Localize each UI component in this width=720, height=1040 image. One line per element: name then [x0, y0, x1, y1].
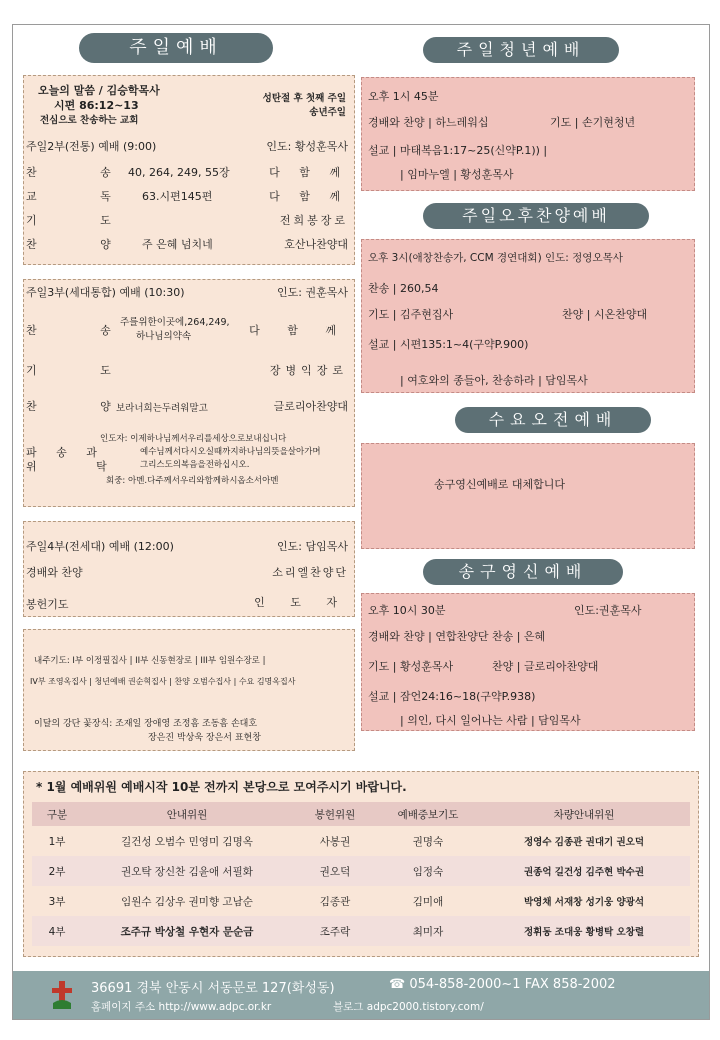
youth-time: 오후 1시 45분: [368, 90, 439, 103]
table-cell: 최미자: [378, 916, 478, 946]
church-cross-icon: [49, 979, 75, 1014]
table-cell: 2부: [32, 856, 82, 886]
order-value: 63.시편145편: [142, 190, 213, 203]
dispatch-response: 회중: 아멘.다주께서우리와함께하시옵소서아멘: [106, 476, 279, 486]
youth-praise: 경배와 찬양 | 하느레워십: [368, 116, 489, 129]
dispatch-label: 위 탁: [26, 460, 135, 473]
youth-sermon: 설교 | 마태복음1:17~25(신약P.1)) |: [368, 144, 548, 157]
column-header: 안내위원: [82, 802, 292, 826]
order-person: 글로리아찬양대: [273, 400, 348, 413]
order-person: 소리엘찬양단: [272, 566, 348, 579]
dispatch-leader-line: 인도자: 이제하나님께서우리를세상으로보내십니다: [100, 434, 287, 444]
order-value: 보라너희는두려워말고: [116, 403, 208, 414]
table-cell: 김종관: [319, 895, 351, 908]
order-label: 기 도: [26, 364, 141, 377]
table-cell: 4부: [32, 916, 82, 946]
afternoon-service-box: [361, 239, 695, 393]
ushers-box: [23, 771, 699, 957]
newyear-anthem: 찬양 | 글로리아찬양대: [492, 660, 599, 673]
order-person: 장병익장로: [269, 364, 348, 377]
season-label: 성탄절 후 첫째 주일: [262, 93, 346, 104]
service-leader: 인도: 황성훈목사: [266, 140, 348, 153]
table-cell: 조주규 박상철 우현자 문순금: [82, 916, 292, 946]
youth-service-box: [361, 77, 695, 191]
dispatch-label: 파 송 과: [26, 446, 105, 459]
afternoon-anthem: 찬양 | 시온찬양대: [562, 308, 648, 321]
column-header: 봉헌위원: [292, 802, 378, 826]
third-service-box: [23, 279, 355, 507]
table-cell: 박영채 서재창 성기웅 양광석: [523, 897, 645, 908]
second-service-box: [23, 75, 355, 265]
hymn-line-1: 주를위한이곳에,264,249,: [120, 317, 230, 328]
footer-blog[interactable]: 블로그 adpc2000.tistory.com/: [333, 1001, 484, 1013]
youth-prayer: 기도 | 손기현청년: [550, 116, 636, 129]
newyear-sermon-title: | 의인, 다시 일어나는 사람 | 담임목사: [400, 714, 581, 727]
table-cell: 권오탁 장신찬 김윤애 서필화: [82, 856, 292, 886]
order-label: 경배와 찬양: [26, 566, 83, 579]
table-row: [32, 886, 690, 916]
order-label: 찬 송: [26, 324, 141, 337]
table-cell: 길건성 오범수 민영미 김명옥: [121, 835, 253, 848]
hymn-line-2: 하나님의약속: [136, 331, 192, 342]
order-value: 40, 264, 249, 55장: [128, 166, 230, 179]
afternoon-time: 오후 3시(애창찬송가, CCM 경연대회) 인도: 정영오목사: [368, 252, 623, 264]
bulletin-page: [12, 24, 710, 1020]
youth-sermon-title: | 임마누엘 | 황성훈목사: [400, 168, 514, 181]
table-cell: 정영수 김종관 권대기 권오덕: [523, 837, 645, 848]
order-label: 찬 양: [26, 238, 141, 251]
table-cell: 임원수 김상우 권미향 고남순: [121, 895, 253, 908]
afternoon-prayer: 기도 | 김주현집사: [368, 308, 454, 321]
footer-homepage[interactable]: 홈페이지 주소 http://www.adpc.or.kr: [91, 1001, 272, 1013]
column-header: 구분: [32, 802, 82, 826]
table-row: [32, 856, 690, 886]
order-person: 전희봉장로: [279, 214, 348, 227]
order-label: 찬 송: [26, 166, 141, 179]
dispatch-leader-line: 예수님께서다시오실때까지하나님의뜻을살아가며: [140, 447, 321, 457]
newyear-service-box: [361, 593, 695, 731]
newyear-time: 오후 10시 30분: [368, 604, 446, 617]
order-label: 교 독: [26, 190, 141, 203]
ushers-table: [32, 802, 690, 946]
table-cell: 권종억 길건성 김주현 박수권: [478, 856, 690, 886]
newyear-praise: 경배와 찬양 | 연합찬양단 찬송 | 은혜: [368, 630, 546, 643]
flower-line: 이달의 강단 꽃장식: 조재일 장애영 조정흠 조동흠 손대호: [34, 719, 258, 729]
order-person: 다 함 께: [249, 324, 348, 337]
table-cell: 정휘동 조대웅 황병탁 오창렬: [478, 916, 690, 946]
afternoon-sermon-title: | 여호와의 종들아, 찬송하라 | 담임목사: [400, 374, 588, 387]
youth-worship-title: 주일청년예배: [423, 37, 619, 63]
order-label: 기 도: [26, 214, 141, 227]
table-cell: 김미애: [412, 895, 444, 908]
newyear-prayer: 기도 | 황성훈목사: [368, 660, 454, 673]
service-leader: 인도: 담임목사: [277, 540, 348, 553]
footer: [13, 971, 709, 1019]
column-header: 차량안내위원: [478, 802, 690, 826]
special-sunday-label: 송년주일: [309, 107, 346, 118]
table-cell: 조주락: [292, 916, 378, 946]
newyear-leader: 인도:권훈목사: [574, 604, 642, 617]
main-worship-title: 주일예배: [79, 33, 273, 63]
notes-box: [23, 629, 355, 751]
afternoon-hymn: 찬송 | 260,54: [368, 282, 439, 295]
newyear-worship-title: 송구영신예배: [423, 559, 623, 585]
service-name: 주일2부(전통) 예배 (9:00): [26, 140, 157, 153]
order-person: 인 도 자: [254, 596, 348, 609]
table-cell: 권오덕: [292, 856, 378, 886]
table-cell: 1부: [48, 835, 66, 848]
footer-address: 36691 경북 안동시 서동문로 127(화성동): [91, 981, 335, 996]
order-person: 다 함 께: [269, 190, 348, 203]
newyear-sermon: 설교 | 잠언24:16~18(구약P.938): [368, 690, 536, 703]
table-cell: 3부: [48, 895, 66, 908]
sermon-title: 전심으로 찬송하는 교회: [40, 115, 139, 126]
afternoon-sermon: 설교 | 시편135:1~4(구약P.900): [368, 338, 529, 351]
table-cell: 임정숙: [378, 856, 478, 886]
order-person: 호산나찬양대: [284, 238, 348, 251]
order-value: 주 은혜 넘치네: [142, 238, 213, 251]
flower-line: 장은진 박상욱 장은서 표현창: [148, 733, 261, 743]
order-label: 봉헌기도: [26, 598, 69, 611]
table-header-row: [32, 802, 690, 826]
wednesday-worship-title: 수요오전예배: [455, 407, 651, 433]
sermon-ref: 시편 86:12~13: [54, 99, 139, 112]
fourth-service-box: [23, 521, 355, 617]
dispatch-leader-line: 그리스도의복음을전하십시오.: [140, 460, 250, 470]
service-name: 주일4부(전세대) 예배 (12:00): [26, 540, 174, 553]
ushers-heading: * 1월 예배위원 예배시작 10분 전까지 본당으로 모여주시기 바랍니다.: [36, 780, 407, 794]
table-row: [32, 826, 690, 856]
service-name: 주일3부(세대통합) 예배 (10:30): [26, 286, 185, 299]
order-label: 찬 양: [26, 400, 141, 413]
order-person: 다 함 께: [269, 166, 348, 179]
prayer-line: 내주기도: I부 이정필집사 | II부 신동현장로 | III부 임원수장로 |: [34, 656, 266, 666]
table-cell: 권명숙: [412, 835, 444, 848]
wednesday-service-box: [361, 443, 695, 549]
sermon-label: 오늘의 말씀 / 김승학목사: [38, 84, 160, 97]
column-header: 예배중보기도: [378, 802, 478, 826]
wednesday-note: 송구영신예배로 대체합니다: [434, 478, 566, 491]
afternoon-worship-title: 주일오후찬양예배: [423, 203, 649, 229]
table-row: [32, 916, 690, 946]
service-leader: 인도: 권훈목사: [277, 286, 348, 299]
prayer-line: IV부 조영옥집사 | 청년예배 권순혁집사 | 찬양 오범수집사 | 수요 김명옥집사: [30, 677, 296, 686]
table-cell: 사봉권: [319, 835, 351, 848]
footer-phone: ☎ 054-858-2000~1 FAX 858-2002: [389, 977, 616, 992]
